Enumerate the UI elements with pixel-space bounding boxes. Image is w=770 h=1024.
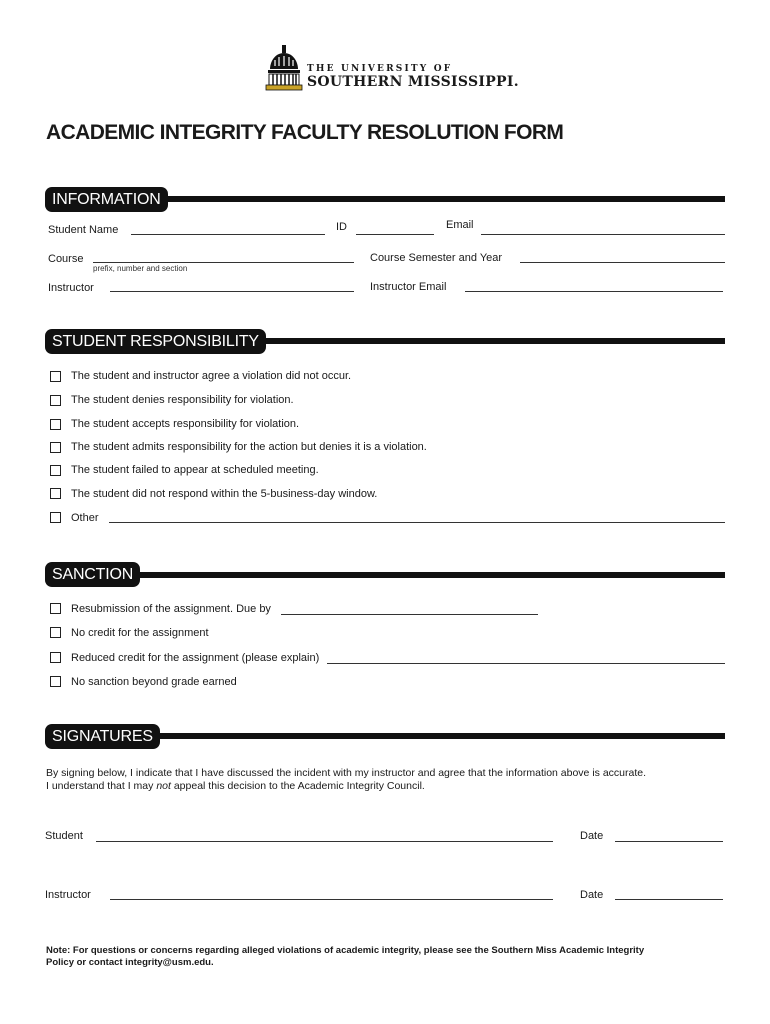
section-heading-information: INFORMATION xyxy=(45,187,168,212)
section-rule xyxy=(150,733,725,739)
sanction-checkbox-no-sanction[interactable] xyxy=(50,676,61,687)
due-by-field[interactable] xyxy=(281,614,538,615)
responsibility-option-label: The student accepts responsibility for violation. xyxy=(71,418,300,430)
section-heading-signatures: SIGNATURES xyxy=(45,724,160,749)
semester-year-label: Course Semester and Year xyxy=(370,252,503,264)
responsibility-option-label: Other xyxy=(71,512,99,524)
section-rule xyxy=(160,196,725,202)
semester-year-field[interactable] xyxy=(520,262,725,263)
responsibility-checkbox-admits[interactable] xyxy=(50,442,61,453)
signature-statement-line1: By signing below, I indicate that I have discussed the incident with my instructor and agree that the information above is accurate. xyxy=(46,767,647,779)
id-label: ID xyxy=(336,221,347,233)
course-field[interactable] xyxy=(93,262,354,263)
other-field[interactable] xyxy=(109,522,725,523)
responsibility-checkbox-no-show[interactable] xyxy=(50,465,61,476)
note-line1: Note: For questions or concerns regarding alleged violations of academic integrity, please see the Southern Miss Academic Integrity xyxy=(46,945,645,956)
note-line2: Policy or contact integrity@usm.edu. xyxy=(46,957,214,968)
responsibility-option-label: The student failed to appear at scheduled meeting. xyxy=(71,464,319,476)
instructor-signature-label: Instructor xyxy=(45,889,91,901)
sanction-option-label: Resubmission of the assignment. Due by xyxy=(71,603,271,615)
responsibility-checkbox-denies[interactable] xyxy=(50,395,61,406)
id-field[interactable] xyxy=(356,234,434,235)
section-heading-responsibility: STUDENT RESPONSIBILITY xyxy=(45,329,266,354)
student-name-field[interactable] xyxy=(131,234,325,235)
section-rule xyxy=(255,338,725,344)
email-field[interactable] xyxy=(481,234,725,235)
student-name-label: Student Name xyxy=(48,224,119,236)
student-signature-field[interactable] xyxy=(96,841,553,842)
signature-statement-line2: I understand that I may not appeal this decision to the Academic Integrity Council. xyxy=(46,780,425,792)
student-signature-label: Student xyxy=(45,830,83,842)
section-rule xyxy=(138,572,725,578)
sanction-checkbox-no-credit[interactable] xyxy=(50,627,61,638)
course-hint: prefix, number and section xyxy=(93,264,188,273)
form-title: ACADEMIC INTEGRITY FACULTY RESOLUTION FORM xyxy=(46,121,564,144)
responsibility-option-label: The student did not respond within the 5-business-day window. xyxy=(71,488,378,500)
responsibility-option-label: The student and instructor agree a violation did not occur. xyxy=(71,370,352,382)
instructor-date-label: Date xyxy=(580,889,604,901)
student-date-field[interactable] xyxy=(615,841,723,842)
instructor-label: Instructor xyxy=(48,282,94,294)
logo-text-line2: SOUTHERN MISSISSIPPI. xyxy=(307,74,519,90)
instructor-email-label: Instructor Email xyxy=(370,281,447,293)
responsibility-option-label: The student admits responsibility for the action but denies it is a violation. xyxy=(71,441,427,453)
sanction-option-label: Reduced credit for the assignment (please explain) xyxy=(71,652,320,664)
responsibility-option-label: The student denies responsibility for violation. xyxy=(71,394,294,406)
sanction-checkbox-resubmission[interactable] xyxy=(50,603,61,614)
responsibility-checkbox-no-response[interactable] xyxy=(50,488,61,499)
responsibility-checkbox-no-violation[interactable] xyxy=(50,371,61,382)
sanction-option-label: No sanction beyond grade earned xyxy=(71,676,237,688)
responsibility-checkbox-accepts[interactable] xyxy=(50,419,61,430)
sanction-checkbox-reduced-credit[interactable] xyxy=(50,652,61,663)
responsibility-checkbox-other[interactable] xyxy=(50,512,61,523)
email-label: Email xyxy=(446,219,474,231)
dome-icon xyxy=(265,44,303,92)
student-date-label: Date xyxy=(580,830,604,842)
university-logo xyxy=(265,44,525,94)
instructor-field[interactable] xyxy=(110,291,354,292)
sanction-option-label: No credit for the assignment xyxy=(71,627,209,639)
instructor-date-field[interactable] xyxy=(615,899,723,900)
section-heading-sanction: SANCTION xyxy=(45,562,140,587)
reduced-credit-explain-field[interactable] xyxy=(327,663,725,664)
instructor-signature-field[interactable] xyxy=(110,899,553,900)
logo-text-line1: THE UNIVERSITY OF xyxy=(307,64,453,74)
instructor-email-field[interactable] xyxy=(465,291,723,292)
course-label: Course xyxy=(48,253,84,265)
